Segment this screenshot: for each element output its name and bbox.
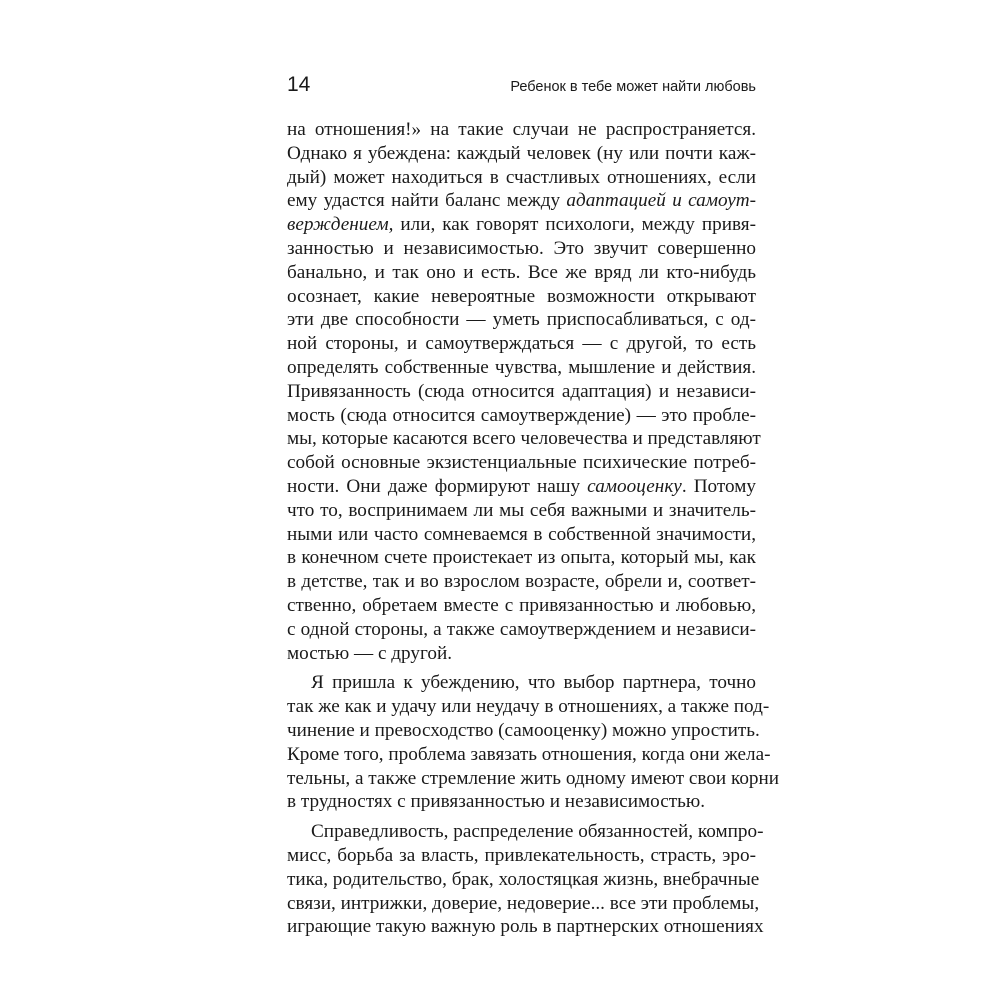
text-line: [287, 213, 756, 237]
text-line: [287, 523, 756, 547]
paragraph: [287, 820, 764, 939]
paragraph: [287, 671, 780, 814]
text-segment: связи, интрижки, доверие, недоверие... все эти проблемы,: [287, 892, 760, 914]
text-segment: мисс, борьба за власть, привлекательность, страсть, эро-: [287, 844, 756, 866]
text-segment: Справедливость, распределение обязанностей, компро-: [311, 821, 764, 843]
text-line: [287, 570, 756, 594]
text-segment: занностью и независимостью. Это звучит совершенно: [287, 237, 756, 259]
text-segment: банально, и так оно и есть. Все же вряд ли кто-нибудь: [287, 261, 756, 283]
text-segment: определять собственные чувства, мышление и действия.: [287, 356, 756, 378]
text-line: [287, 618, 756, 642]
text-segment: так же как и удачу или неудачу в отношениях, а также под-: [287, 696, 770, 718]
text-line: [287, 671, 756, 695]
text-segment: играющие такую важную роль в партнерских отношениях: [287, 916, 764, 938]
text-segment: ности. Они даже формируют нашу: [287, 475, 588, 497]
text-line: [287, 743, 771, 767]
text-line: [287, 166, 756, 190]
text-line: [287, 332, 756, 356]
text-segment: Однако я убеждена: каждый человек (ну или почти каж-: [287, 142, 756, 164]
text-segment: что то, воспринимаем ли мы себя важными и значитель-: [287, 499, 756, 521]
text-segment: тельны, а также стремление жить одному имеют свои корни: [287, 767, 780, 789]
text-line: [287, 915, 764, 939]
text-line: [287, 427, 761, 451]
text-line: [287, 594, 756, 618]
text-segment: ной стороны, и самоутверждаться — с другой, то есть: [287, 333, 756, 355]
text-line: [287, 451, 756, 475]
text-line: [287, 237, 756, 261]
text-segment: тика, родительство, брак, холостяцкая жизнь, внебрачные: [287, 868, 760, 890]
italic-text: адаптацией и самоут-: [566, 190, 756, 212]
text-segment: мость (сюда относится самоутверждение) — это пробле-: [287, 404, 756, 426]
text-segment: Привязанность (сюда относится адаптация) и независи-: [287, 380, 756, 402]
text-segment: Я пришла к убеждению, что выбор партнера, точно: [311, 672, 756, 694]
text-segment: осознает, какие невероятные возможности открывают: [287, 285, 756, 307]
text-segment: или, как говорят психологи, между привя-: [393, 214, 756, 236]
text-segment: мостью — с другой.: [287, 642, 453, 664]
text-segment: с одной стороны, а также самоутверждением и независи-: [287, 618, 756, 640]
text-line: [287, 767, 780, 791]
text-segment: в конечном счете проистекает из опыта, который мы, как: [287, 547, 756, 569]
italic-text: самооценку: [587, 475, 682, 497]
text-segment: ему удастся найти баланс между: [287, 190, 567, 212]
page-number: 14: [287, 73, 311, 96]
text-line: [287, 719, 760, 743]
text-line: [287, 546, 756, 570]
text-line: [287, 695, 770, 719]
text-segment: эти две способности — уметь приспосабливаться, с од-: [287, 309, 756, 331]
text-line: [287, 892, 760, 916]
text-segment: на отношения!» на такие случаи не распространяется.: [287, 119, 756, 140]
text-segment: Кроме того, проблема завязать отношения, когда они жела-: [287, 743, 771, 765]
text-segment: ными или часто сомневаемся в собственной значимости,: [287, 523, 756, 545]
text-line: [287, 142, 756, 166]
text-line: [287, 285, 756, 309]
text-line: [287, 261, 756, 285]
text-line: [287, 868, 760, 892]
text-segment: собой основные экзистенциальные психические потреб-: [287, 452, 756, 474]
text-line: [287, 820, 764, 844]
text-line: [287, 499, 756, 523]
text-line: [287, 404, 756, 428]
text-line: [287, 189, 756, 213]
text-segment: в трудностях с привязанностью и независимостью.: [287, 791, 706, 813]
text-line: [287, 380, 756, 404]
text-line: [287, 790, 756, 814]
text-line: [287, 356, 756, 380]
text-segment: дый) может находиться в счастливых отношениях, если: [287, 166, 756, 188]
text-line: [287, 118, 756, 142]
text-line: [287, 308, 756, 332]
text-segment: мы, которые касаются всего человечества и представляют: [287, 428, 761, 450]
text-line: [287, 642, 756, 666]
page-header: [287, 70, 756, 100]
text-segment: в детстве, так и во взрослом возрасте, обрели и, соответ-: [287, 571, 756, 593]
italic-text: верждением,: [287, 214, 394, 236]
text-segment: чинение и превосходство (самооценку) можно упростить.: [287, 719, 760, 741]
text-segment: ственно, обретаем вместе с привязанностью и любовью,: [287, 594, 756, 616]
text-line: [287, 475, 756, 499]
running-title: Ребенок в тебе может найти любовь: [510, 79, 756, 95]
paragraph: [287, 118, 761, 665]
text-segment: . Потому: [681, 475, 756, 497]
body-text: [287, 118, 780, 939]
text-line: [287, 844, 756, 868]
